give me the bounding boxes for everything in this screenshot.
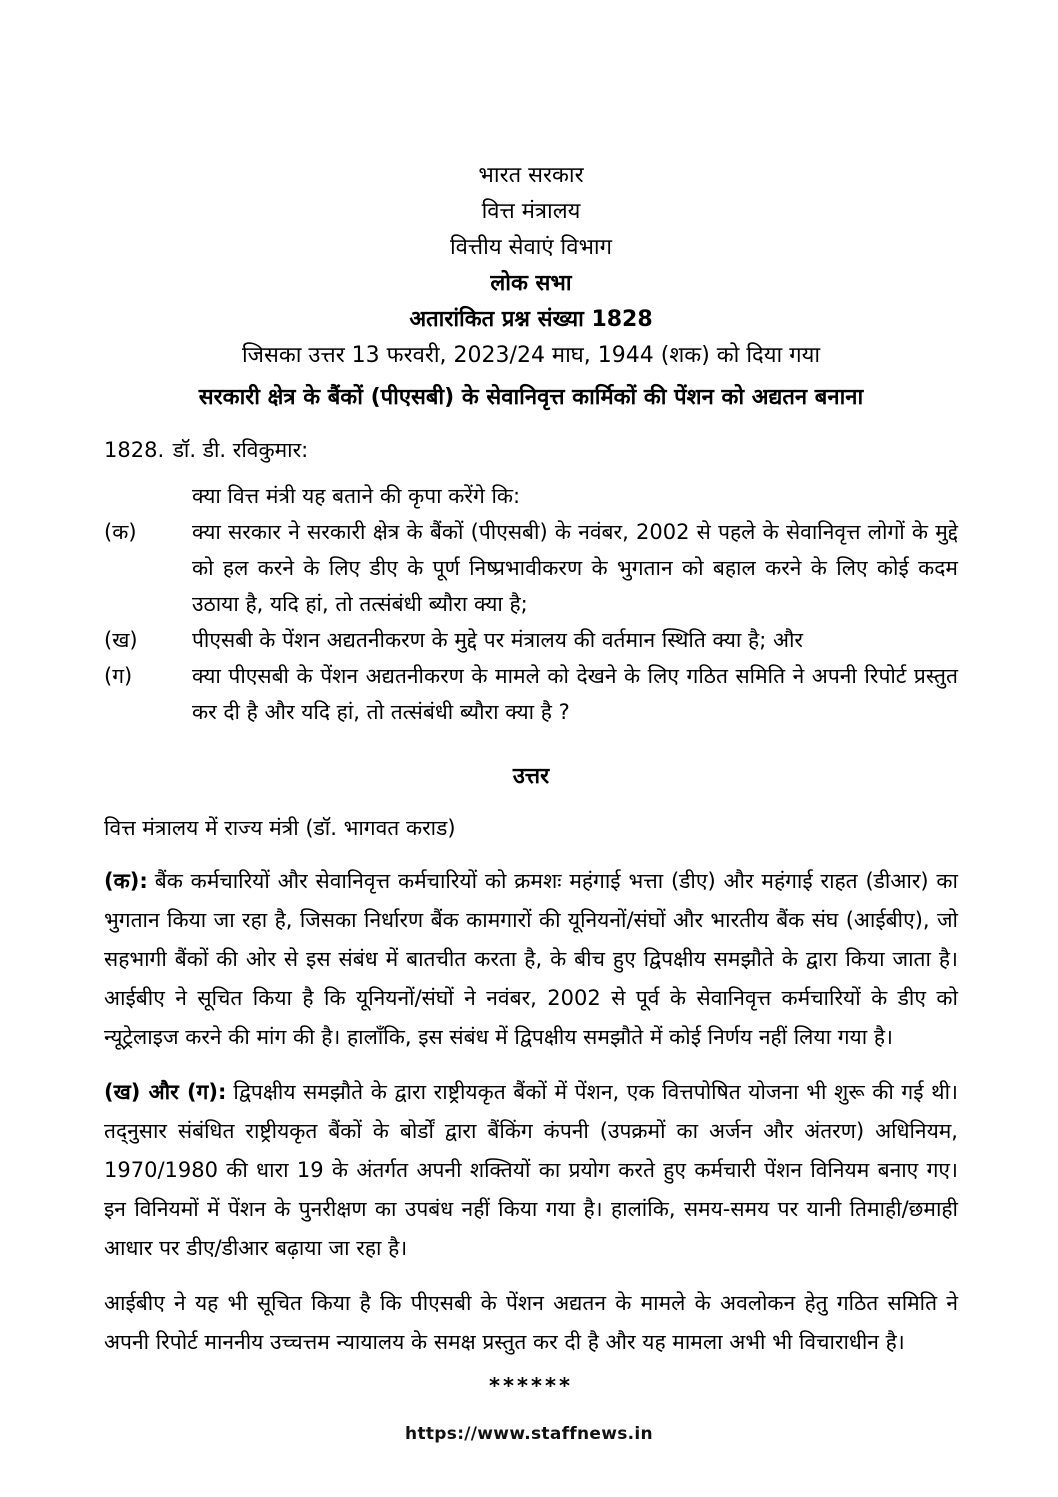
question-item-ga: [104, 658, 958, 730]
item-text: क्या सरकार ने सरकारी क्षेत्र के बैंकों (पीएसबी) के नवंबर, 2002 से पहले के सेवानिवृत्त लोगों के मुद्दे को हल करने के लिए डीए के पूर्ण निष्प्रभावीकरण के भुगतान को बहाल करने के लिए कोई कदम उठाया है, यदि हां, तो तत्संबंधी ब्यौरा क्या है;: [192, 520, 958, 616]
header-answer-date: जिसका उत्तर 13 फरवरी, 2023/24 माघ, 1944 (शक) को दिया गया: [241, 343, 821, 368]
paragraph-label: (ख) और (ग):: [104, 1080, 227, 1104]
answer-paragraph-ka: [104, 862, 958, 1057]
item-label: (ग): [104, 664, 133, 688]
question-asker-row: [104, 432, 958, 468]
header-department: वित्तीय सेवाएं विभाग: [449, 235, 613, 260]
question-number: 1828.: [104, 438, 165, 462]
header-question-number: अतारांकित प्रश्न संख्या 1828: [409, 307, 653, 332]
paragraph-text: आईबीए ने यह भी सूचित किया है कि पीएसबी के पेंशन अद्यतन के मामले के अवलोकन हेतु गठित समिति ने अपनी रिपोर्ट माननीय उच्चत्तम न्यायालय के समक्ष प्रस्तुत कर दी है और यह मामला अभी भी विचाराधीन है।: [104, 1291, 958, 1354]
item-label: (ख): [104, 628, 138, 652]
question-intro: क्या वित्त मंत्री यह बताने की कृपा करेंगे कि:: [192, 484, 521, 508]
answer-paragraph-final: [104, 1284, 958, 1362]
header-ministry: वित्त मंत्रालय: [481, 199, 581, 224]
question-item-kha: [104, 622, 958, 658]
answer-heading: उत्तर: [512, 764, 550, 789]
paragraph-text: बैंक कर्मचारियों और सेवानिवृत्त कर्मचारियों को क्रमशः महंगाई भत्ता (डीए) और महंगाई राहत (डीआर) का भुगतान किया जा रहा है, जिसका निर्धारण बैंक कामगारों की यूनियनों/संघों और भारतीय बैंक संघ (आईबीए), जो सहभागी बैंकों की ओर से इस संबंध में बातचीत करता है, के बीच हुए द्विपक्षीय समझौते के द्वारा किया जाता है। आईबीए ने सूचित किया है कि यूनियनों/संघों ने नवंबर, 2002 से पूर्व के सेवानिवृत्त कर्मचारियों के डीए को न्यूट्रेलाइज करने की मांग की है। हालाँकि, इस संबंध में द्विपक्षीय समझौते में कोई निर्णय नहीं लिया गया है।: [104, 869, 958, 1049]
item-label: (क): [104, 520, 137, 544]
header-govt-of-india: भारत सरकार: [478, 163, 584, 188]
item-text: पीएसबी के पेंशन अद्यतनीकरण के मुद्दे पर मंत्रालय की वर्तमान स्थिति क्या है; और: [192, 628, 804, 652]
end-asterisks-separator: ******: [489, 1374, 573, 1398]
footer-source-url: https://www.staffnews.in: [405, 1424, 653, 1444]
header-house: लोक सभा: [490, 271, 572, 296]
document-header: [104, 158, 958, 416]
question-item-ka: [104, 514, 958, 622]
paragraph-text: द्विपक्षीय समझौते के द्वारा राष्ट्रीयकृत बैंकों में पेंशन, एक वित्तपोषित योजना भी शुरू की गई थी। तद्नुसार संबंधित राष्ट्रीयकृत बैंकों के बोर्डों द्वारा बैंकिंग कंपनी (उपक्रमों का अर्जन और अंतरण) अधिनियम, 1970/1980 की धारा 19 के अंतर्गत अपनी शक्तियों का प्रयोग करते हुए कर्मचारी पेंशन विनियम बनाए गए। इन विनियमों में पेंशन के पुनरीक्षण का उपबंध नहीं किया गया है। हालांकि, समय-समय पर यानी तिमाही/छमाही आधार पर डीए/डीआर बढ़ाया जा रहा है।: [104, 1080, 959, 1260]
answer-paragraph-kha-ga: [104, 1073, 958, 1268]
paragraph-label: (क):: [104, 869, 148, 893]
minister-line: वित्त मंत्रालय में राज्य मंत्री (डॉ. भागवत कराड): [104, 816, 456, 840]
asker-name: डॉ. डी. रविकुमार:: [172, 438, 309, 462]
item-text: क्या पीएसबी के पेंशन अद्यतनीकरण के मामले को देखने के लिए गठित समिति ने अपनी रिपोर्ट प्रस्तुत कर दी है और यदि हां, तो तत्संबंधी ब्यौरा क्या है ?: [192, 664, 958, 724]
header-subject-title: सरकारी क्षेत्र के बैंकों (पीएसबी) के सेवानिवृत्त कार्मिकों की पेंशन को अद्यतन बनाना: [198, 385, 864, 410]
